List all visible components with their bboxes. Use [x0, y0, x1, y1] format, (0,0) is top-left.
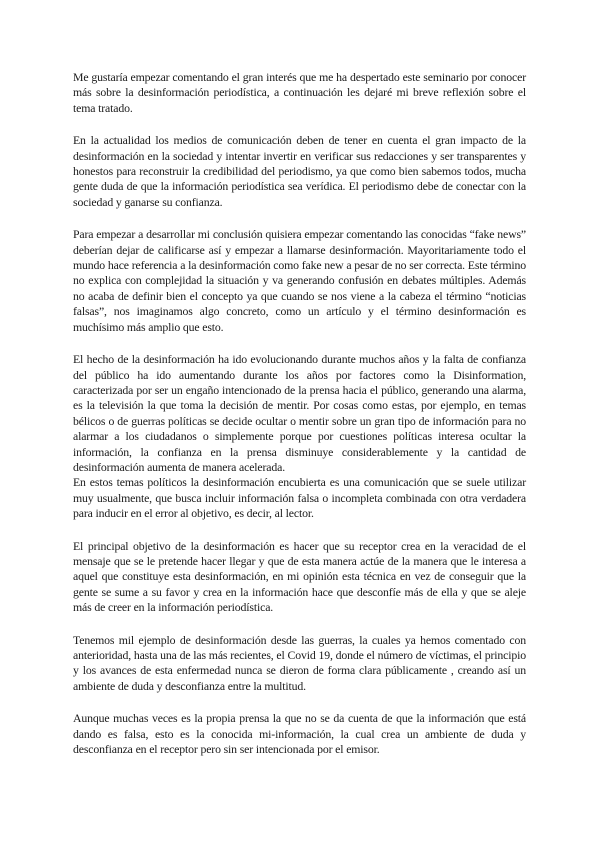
paragraph-fake-news: Para empezar a desarrollar mi conclusión quisiera empezar comentando las conocidas “fake news” deberían dejar de calificarse así y empezar a llamarse desinformación. Mayoritariamente todo el mundo hace referencia a la desinformación como fake new a pesar de no ser correcta. Este término no explica con complejidad la situación y va generando confusión en debates múltiples. Además no acaba de definir bien el concepto ya que cuando se nos viene a la cabeza el término “noticias falsas”, nos imaginamos algo concreto, como un artículo y el término desinformación es muchísimo más amplio que esto.: [73, 227, 526, 334]
paragraph-evolution: El hecho de la desinformación ha ido evolucionando durante muchos años y la falta de confianza del público ha ido aumentando durante los años por factores como la Disinformation, caracterizada por ser un engaño intencionado de la prensa hacia el público, generando una alarma, es la televisión la que toma la decisión de mentir. Por cosas como estas, por ejemplo, en temas bélicos o de guerras políticas se decide ocultar o mentir sobre un gran tipo de información para no alarmar a los ciudadanos o simplemente porque por cuestiones políticas interesa ocultar la información, la confianza en la prensa disminuye considerablemente y la cantidad de desinformación aumenta de manera acelerada.: [73, 352, 526, 474]
paragraph-objective: El principal objetivo de la desinformación es hacer que su receptor crea en la veracidad de el mensaje que se le pretende hacer llegar y que de esta manera actúe de la manera que le interesa a aquel que constituye esta desinformación, en mi opinión esta técnica en vez de conseguir que la gente se sume a su favor y crea en la información hace que desconfíe más de ella y que se aleje más de creer en la información periodística.: [73, 538, 526, 615]
document-body: [73, 70, 526, 774]
paragraph-media-impact: En la actualidad los medios de comunicación deben de tener en cuenta el gran impacto de la desinformación en la sociedad y intentar invertir en verificar sus redacciones y ser transparentes y honestos para reconstruir la credibilidad del periodismo, ya que como bien sabemos todos, mucha gente duda de que la información periodística sea verídica. El periodismo debe de conectar con la sociedad y ganarse su confianza.: [73, 133, 526, 209]
paragraph-intro: Me gustaría empezar comentando el gran interés que me ha despertado este seminario por conocer más sobre la desinformación periodística, a continuación les dejaré mi breve reflexión sobre el tema tratado.: [73, 70, 526, 115]
paragraph-examples: Tenemos mil ejemplo de desinformación desde las guerras, la cuales ya hemos comentado con anterioridad, hasta una de las más recientes, el Covid 19, donde el número de víctimas, el principio y los avances de esta enfermedad nunca se dieron de forma clara públicamente , creando así un ambiente de duda y desconfianza entre la multitud.: [73, 632, 526, 693]
paragraph-misinformation: Aunque muchas veces es la propia prensa la que no se da cuenta de que la información que está dando es falsa, esto es la conocida mi-información, la cual crea un ambiente de duda y desconfianza en el receptor pero sin ser intencionada por el emisor.: [73, 711, 526, 757]
paragraph-political: En estos temas políticos la desinformación encubierta es una comunicación que se suele utilizar muy usualmente, que busca incluir información falsa o incompleta combinada con otra verdadera para inducir en el error al objetivo, es decir, al lector.: [73, 475, 526, 521]
